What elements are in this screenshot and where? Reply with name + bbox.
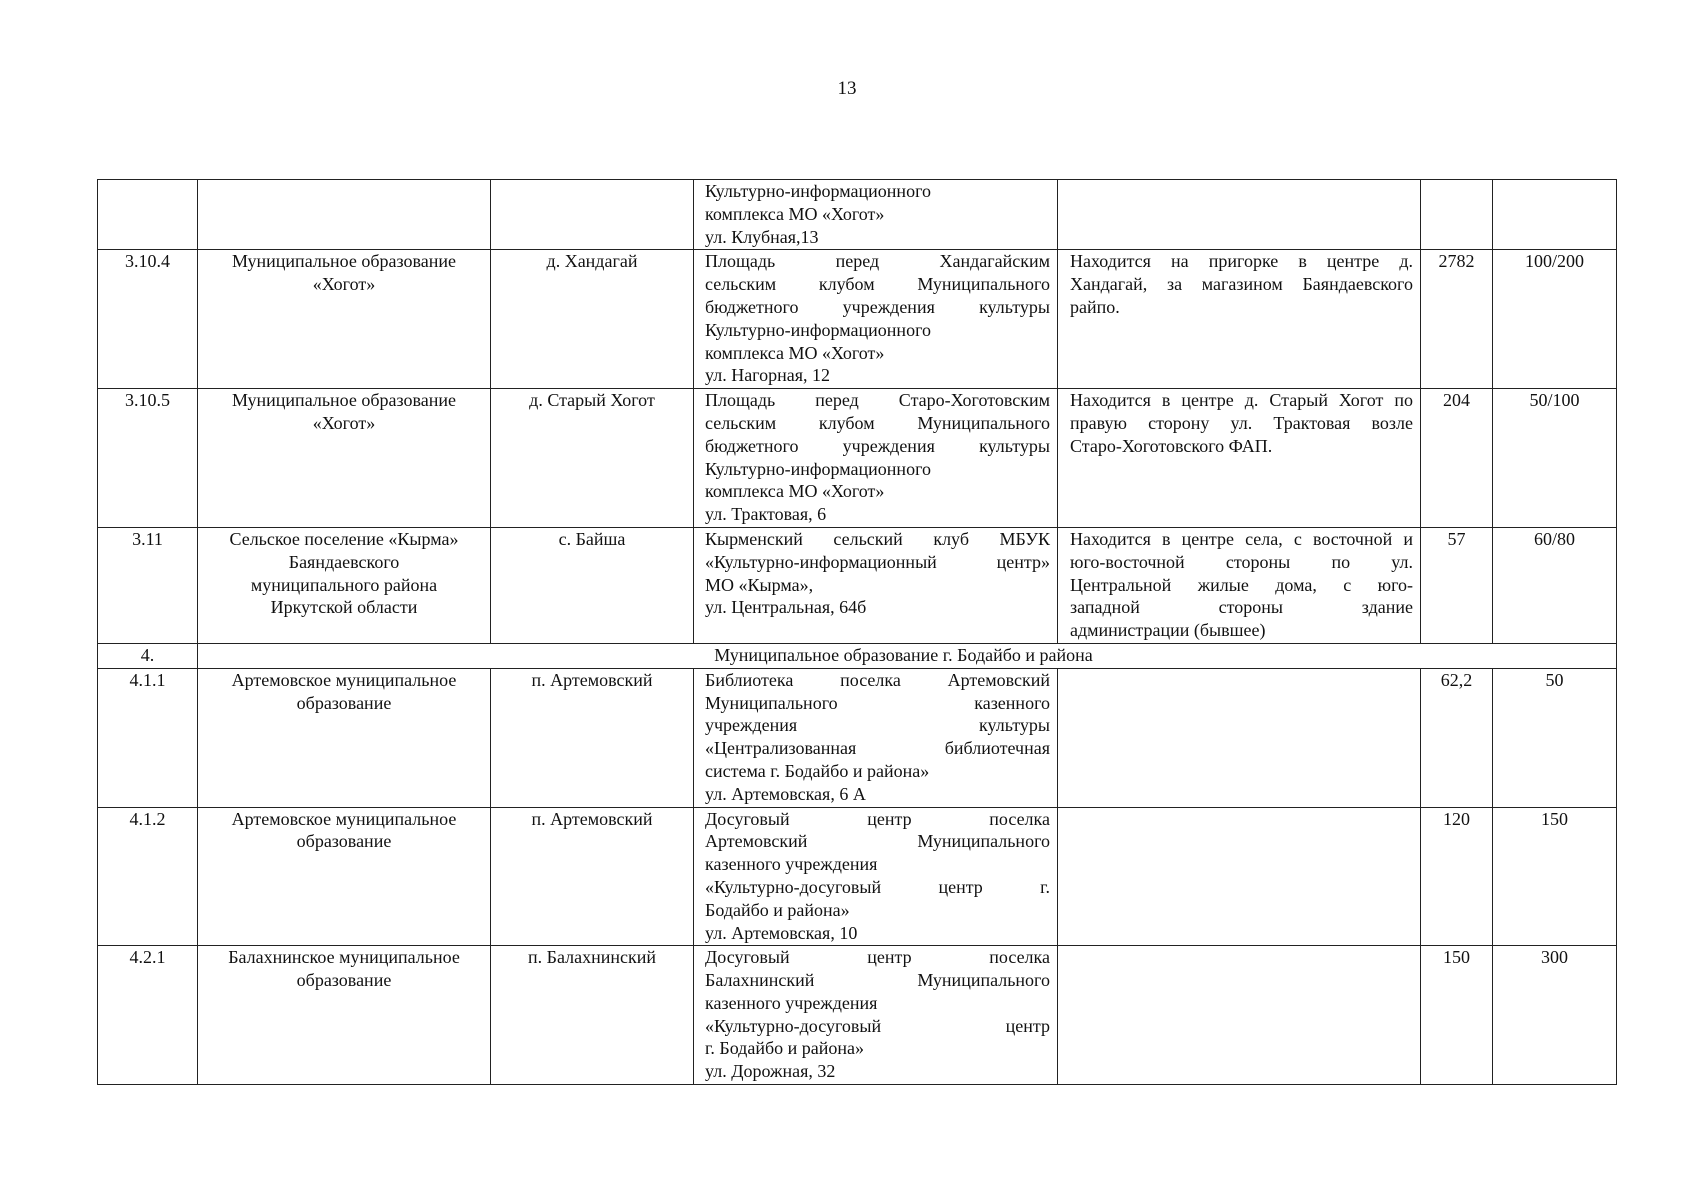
area-cell: 204 [1421,389,1493,528]
table-row [98,946,1617,1085]
municipality-line: образование [296,970,392,991]
object-line: ул. Трактовая, 6 [705,504,827,525]
description-line: юго-восточной стороны по ул. [1070,551,1413,572]
description-cell [1058,389,1421,528]
table-row [98,250,1617,389]
area-cell: 62,2 [1421,668,1493,807]
capacity-cell: 50 [1493,668,1617,807]
capacity-cell: 60/80 [1493,527,1617,643]
description-line: администрации (бывшее) [1070,620,1266,641]
capacity-cell: 50/100 [1493,389,1617,528]
object-line: ул. Нагорная, 12 [705,365,831,386]
section-number: 4. [98,643,198,668]
object-line: учреждения культуры [705,715,1050,736]
object-line: сельским клубом Муниципального [705,412,1050,433]
description-cell [1058,946,1421,1085]
description-cell [1058,807,1421,946]
object-line: Балахнинский Муниципального [705,970,1050,991]
municipality-cell [198,946,491,1085]
area-cell [1421,180,1493,250]
object-line: Артемовский Муниципального [705,831,1050,852]
object-line: казенного учреждения [705,854,878,875]
object-line: ул. Артемовская, 6 А [705,783,866,804]
area-cell: 57 [1421,527,1493,643]
description-line: райпо. [1070,296,1120,317]
object-line: комплекса МО «Хогот» [705,203,885,224]
municipality-line: Сельское поселение «Кырма» [229,528,459,549]
municipality-cell [198,527,491,643]
object-cell [694,807,1058,946]
row-number: 4.1.2 [98,807,198,946]
object-cell [694,527,1058,643]
section-row [98,643,1617,668]
area-cell: 150 [1421,946,1493,1085]
object-line: Культурно-информационного [705,181,932,201]
description-cell [1058,668,1421,807]
description-line: Хандагай, за магазином Баяндаевского [1070,274,1413,295]
object-line: система г. Бодайбо и района» [705,760,930,781]
capacity-cell: 300 [1493,946,1617,1085]
municipality-line: муниципального района [250,574,438,595]
row-number: 3.10.4 [98,250,198,389]
table-row [98,180,1617,250]
register-table [97,179,1617,1085]
municipality-line: образование [296,831,392,852]
object-line: Площадь перед Хандагайским [705,251,1050,272]
object-line: «Культурно-досуговый центр г. [705,876,1050,897]
object-line: бюджетного учреждения культуры [705,435,1050,456]
object-line: МО «Кырма», [705,574,814,595]
municipality-line: Муниципальное образование [231,390,457,411]
municipality-cell [198,180,491,250]
object-line: Бодайбо и района» [705,899,850,920]
register-table-body [98,180,1617,1085]
table-row [98,527,1617,643]
municipality-line: Баяндаевского [288,551,400,572]
object-line: ул. Клубная,13 [705,226,819,247]
municipality-line: Муниципальное образование [231,251,457,272]
object-line: казенного учреждения [705,992,878,1013]
object-cell [694,668,1058,807]
capacity-cell: 150 [1493,807,1617,946]
object-line: бюджетного учреждения культуры [705,296,1050,317]
object-line: комплекса МО «Хогот» [705,342,885,363]
object-line: Площадь перед Старо-Хоготовским [705,390,1050,411]
municipality-line: «Хогот» [312,274,376,295]
object-line: сельским клубом Муниципального [705,274,1050,295]
object-line: Культурно-информационного [705,458,932,479]
object-cell [694,946,1058,1085]
table-row [98,389,1617,528]
description-line: Находится в центре села, с восточной и [1070,528,1413,549]
area-cell: 2782 [1421,250,1493,389]
description-line: западной стороны здание [1070,597,1413,618]
object-cell [694,250,1058,389]
area-cell: 120 [1421,807,1493,946]
municipality-line: Балахнинское муниципальное [228,947,460,968]
object-line: Досуговый центр поселка [705,947,1050,968]
locality-cell: д. Хандагай [491,250,694,389]
description-line: Находится на пригорке в центре д. [1070,251,1413,272]
table-row [98,807,1617,946]
row-number [98,180,198,250]
locality-cell: п. Балахнинский [491,946,694,1085]
locality-cell: д. Старый Хогот [491,389,694,528]
municipality-line: Иркутской области [270,597,418,618]
description-cell [1058,250,1421,389]
object-line: Досуговый центр поселка [705,808,1050,829]
object-cell [694,389,1058,528]
row-number: 3.10.5 [98,389,198,528]
section-title: Муниципальное образование г. Бодайбо и района [198,643,1617,668]
row-number: 3.11 [98,527,198,643]
municipality-line: «Хогот» [312,412,376,433]
municipality-line: образование [296,692,392,713]
description-line: Находится в центре д. Старый Хогот по [1070,390,1413,411]
locality-cell: п. Артемовский [491,668,694,807]
description-line: Центральной жилые дома, с юго- [1070,574,1413,595]
locality-cell: п. Артемовский [491,807,694,946]
description-cell [1058,527,1421,643]
description-cell [1058,180,1421,250]
municipality-cell [198,668,491,807]
object-line: «Централизованная библиотечная [705,738,1050,759]
table-row [98,668,1617,807]
object-line: Кырменский сельский клуб МБУК [705,528,1050,549]
description-line: правую сторону ул. Трактовая возле [1070,412,1413,433]
municipality-line: Артемовское муниципальное [231,808,457,829]
locality-cell [491,180,694,250]
capacity-cell: 100/200 [1493,250,1617,389]
object-line: Библиотека поселка Артемовский [705,669,1050,690]
row-number: 4.2.1 [98,946,198,1085]
locality-cell: с. Байша [491,527,694,643]
object-line: ул. Центральная, 64б [705,597,867,618]
object-line: «Культурно-информационный центр» [705,551,1050,572]
municipality-line: Артемовское муниципальное [231,669,457,690]
capacity-cell [1493,180,1617,250]
description-line: Старо-Хоготовского ФАП. [1070,435,1273,456]
page-number: 13 [837,78,857,99]
municipality-cell [198,389,491,528]
object-line: «Культурно-досуговый центр [705,1015,1050,1036]
object-line: Муниципального казенного [705,692,1050,713]
object-line: г. Бодайбо и района» [705,1038,864,1059]
municipality-cell [198,807,491,946]
object-line: ул. Артемовская, 10 [705,922,858,943]
municipality-cell [198,250,491,389]
object-cell [694,180,1058,250]
object-line: комплекса МО «Хогот» [705,481,885,502]
object-line: ул. Дорожная, 32 [705,1061,836,1082]
row-number: 4.1.1 [98,668,198,807]
object-line: Культурно-информационного [705,319,932,340]
